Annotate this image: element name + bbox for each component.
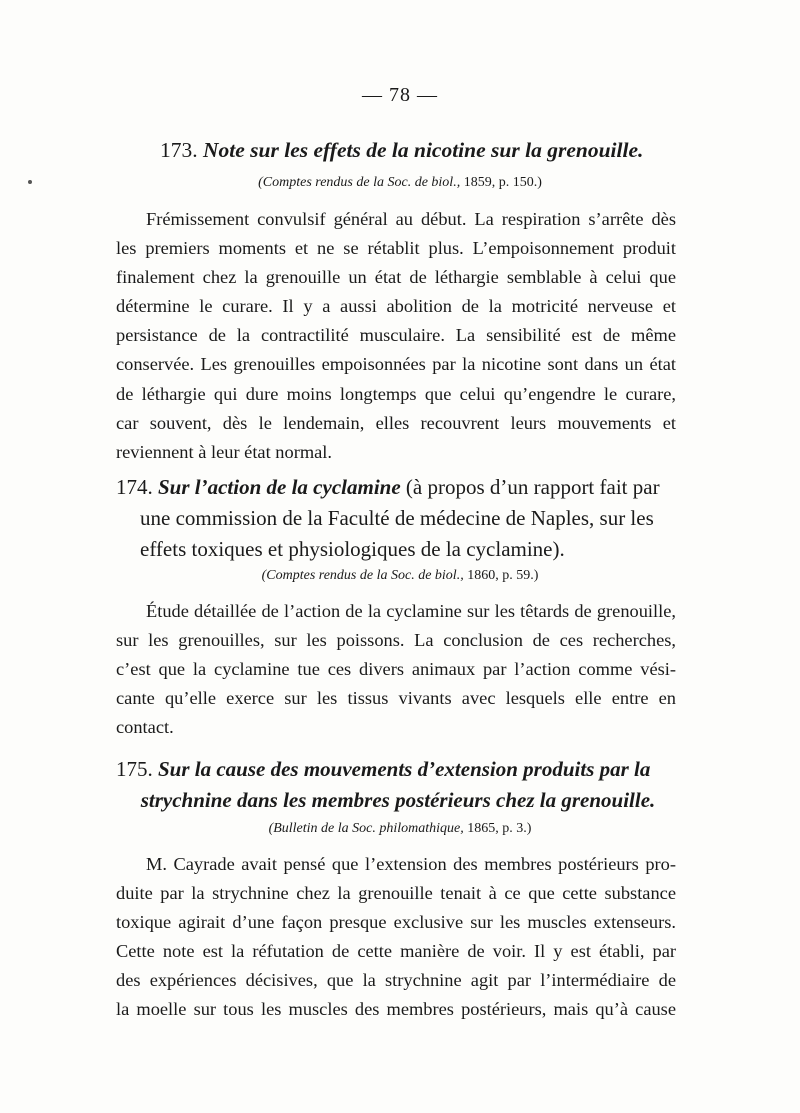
entry-173-line: reviennent à leur état normal. bbox=[116, 441, 332, 462]
entry-173-line: détermine le curare. Il y a aussi abolition de la motricité nerveuse et bbox=[116, 296, 676, 317]
entry-173-line: conservée. Les grenouilles empoisonnées par la nicotine sont dans un état bbox=[116, 354, 676, 375]
entry-174-title-line-2: une commission de la Faculté de médecine de Naples, sur les bbox=[140, 506, 654, 530]
entry-174-line: sur les grenouilles, sur les poissons. La conclusion de ces recherches, bbox=[116, 630, 676, 651]
entry-174-number: 174. bbox=[116, 475, 153, 499]
entry-173-title bbox=[160, 135, 680, 166]
entry-173-line: Frémissement convulsif général au début. La respiration s’arrête dès bbox=[146, 209, 676, 229]
entry-175-citation-year: 1865, p. 3.) bbox=[467, 821, 532, 836]
entry-175-number: 175. bbox=[116, 757, 153, 781]
entry-175-title bbox=[116, 754, 680, 816]
entry-173-citation-source: (Comptes rendus de la Soc. de biol., bbox=[258, 175, 461, 190]
entry-175-line: Cette note est la réfutation de cette manière de voir. Il y est établi, par bbox=[116, 941, 676, 962]
entry-174-line: c’est que la cyclamine tue ces divers animaux par l’action comme vési- bbox=[116, 659, 676, 680]
entry-173-citation-year: 1859, p. 150.) bbox=[463, 175, 542, 190]
entry-174-title-line-3: effets toxiques et physiologiques de la cyclamine). bbox=[140, 537, 565, 561]
entry-175-line: duite par la strychnine chez la grenouille tenait à ce que cette substance bbox=[116, 883, 676, 904]
entry-174-body bbox=[116, 597, 676, 742]
entry-173-number: 173. bbox=[160, 138, 198, 162]
entry-173-title-text: Note sur les effets de la nicotine sur la grenouille. bbox=[203, 138, 644, 162]
entry-174-title bbox=[116, 472, 680, 565]
entry-174-title-italic: Sur l’action de la cyclamine bbox=[158, 475, 401, 499]
entry-174-line: cante qu’elle exerce sur les tissus vivants avec lesquels elle entre en bbox=[116, 688, 676, 709]
entry-174-citation-source: (Comptes rendus de la Soc. de biol., bbox=[261, 568, 464, 583]
entry-175-body bbox=[116, 850, 676, 1025]
entry-174-citation bbox=[0, 568, 800, 584]
entry-173-line: finalement chez la grenouille un état de léthargie semblable à celui que bbox=[116, 267, 676, 288]
entry-175-line: toxique agirait d’une façon presque exclusive sur les muscles extenseurs. bbox=[116, 912, 676, 933]
entry-173-line: les premiers moments et ne se rétablit plus. L’empoisonnement produit bbox=[116, 238, 676, 259]
entry-175-citation-source: (Bulletin de la Soc. philomathique, bbox=[268, 821, 464, 836]
entry-173-line: car souvent, dès le lendemain, elles recouvrent leurs mouvements et bbox=[116, 412, 676, 433]
entry-174-title-rest: (à propos d’un rapport fait par bbox=[400, 475, 660, 499]
entry-174-line: contact. bbox=[116, 717, 174, 738]
entry-173-line: de léthargie qui dure moins longtemps que celui qu’engendre le curare, bbox=[116, 383, 676, 404]
entry-175-line: M. Cayrade avait pensé que l’extension des membres postérieurs pro- bbox=[146, 854, 676, 874]
entry-174-line: Étude détaillée de l’action de la cyclamine sur les têtards de grenouille, bbox=[146, 601, 676, 621]
entry-173-line: persistance de la contractilité musculaire. La sensibilité est de même bbox=[116, 325, 676, 346]
entry-175-line: des expériences décisives, que la strychnine agit par l’intermédiaire de bbox=[116, 970, 676, 991]
entry-173-citation bbox=[0, 175, 800, 191]
entry-175-line: la moelle sur tous les muscles des membres postérieurs, mais qu’à cause bbox=[116, 999, 676, 1020]
entry-175-title-line-1: Sur la cause des mouvements d’extension produits par la bbox=[158, 757, 651, 781]
entry-174-citation-year: 1860, p. 59.) bbox=[467, 568, 539, 583]
entry-173-body bbox=[116, 205, 676, 467]
entry-175-title-line-2: strychnine dans les membres postérieurs chez la grenouille. bbox=[140, 788, 656, 812]
entry-175-citation bbox=[0, 821, 800, 837]
page-number: — 78 — bbox=[362, 84, 438, 106]
